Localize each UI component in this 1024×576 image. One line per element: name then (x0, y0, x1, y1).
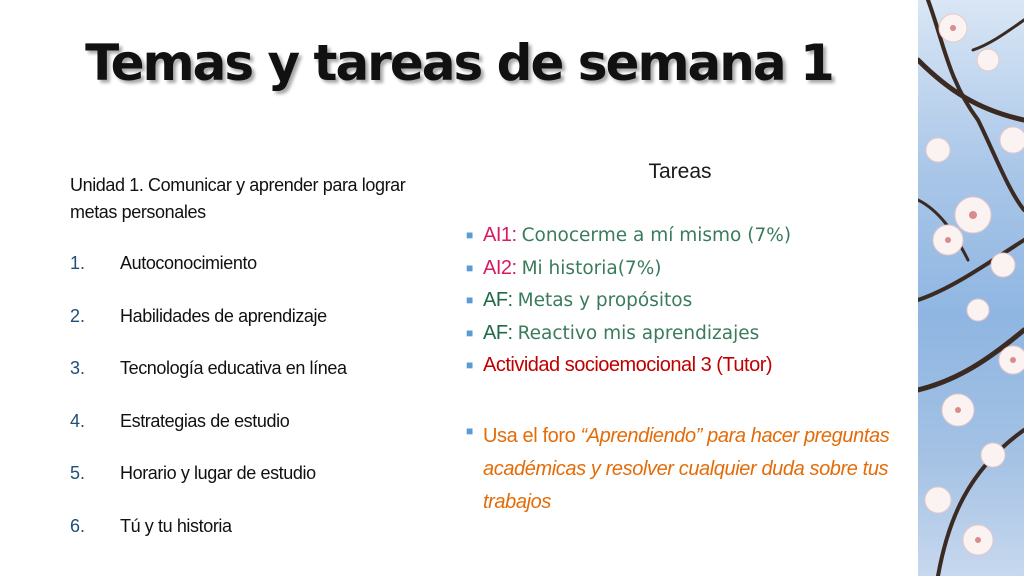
task-text: Mi historia(7%) (521, 257, 662, 279)
unit-heading: Unidad 1. Comunicar y aprender para lograr metas personales (70, 175, 406, 222)
task-text: Reactivo mis aprendizajes (517, 322, 760, 344)
task-text: Actividad socioemocional 3 (Tutor) (483, 354, 773, 377)
blossom-photo (918, 0, 1024, 576)
topic-number: 6. (70, 515, 86, 536)
topic-number: 3. (70, 358, 86, 378)
topic-item (70, 516, 420, 569)
square-bullet-icon: ■ (466, 325, 474, 340)
forum-prefix: Usa el foro (483, 425, 581, 447)
task-item (466, 322, 906, 355)
topic-label: Habilidades de aprendizaje (120, 305, 327, 326)
topic-item (70, 306, 420, 359)
topic-label: Horario y lugar de estudio (120, 463, 316, 483)
square-bullet-icon: ■ (466, 293, 474, 308)
topic-label: Tecnología educativa en línea (120, 358, 347, 378)
task-item (466, 289, 906, 322)
task-tag: AI2: (483, 256, 517, 279)
blossom-branch-image (918, 0, 1024, 576)
topic-number: 4. (70, 410, 86, 431)
forum-emphasis: “Aprendiendo” para hacer preguntas académicas y resolver cualquier duda sobre tus trabajos (483, 425, 890, 513)
topic-label: Estrategias de estudio (120, 410, 290, 431)
topic-label: Tú y tu historia (120, 515, 232, 536)
task-tag: AI1: (483, 224, 517, 246)
topic-item (70, 253, 420, 306)
task-text: Conocerme a mí mismo (7%) (521, 225, 792, 246)
forum-text (483, 420, 906, 519)
square-bullet-icon: ■ (466, 358, 474, 373)
topic-item (70, 463, 420, 516)
topic-item (70, 358, 420, 411)
task-tag: AF: (483, 289, 513, 312)
task-item (466, 354, 906, 387)
slide-title: Temas y tareas de semana 1 (85, 34, 833, 92)
task-item (466, 257, 906, 290)
square-bullet-icon: ■ (466, 424, 474, 438)
topic-number: 2. (70, 305, 86, 326)
square-bullet-icon: ■ (466, 228, 474, 242)
topic-item (70, 411, 420, 464)
topics-list (70, 253, 420, 568)
task-item (466, 224, 906, 257)
topics-column (70, 172, 420, 568)
task-tag: AF: (483, 321, 513, 344)
task-text: Metas y propósitos (517, 290, 693, 312)
topic-number: 5. (70, 463, 86, 483)
topic-number: 1. (70, 253, 86, 273)
topic-label: Autoconocimiento (120, 253, 257, 273)
forum-note (466, 420, 906, 519)
tasks-list (466, 224, 906, 387)
tasks-heading: Tareas (648, 160, 712, 183)
square-bullet-icon: ■ (466, 260, 474, 275)
